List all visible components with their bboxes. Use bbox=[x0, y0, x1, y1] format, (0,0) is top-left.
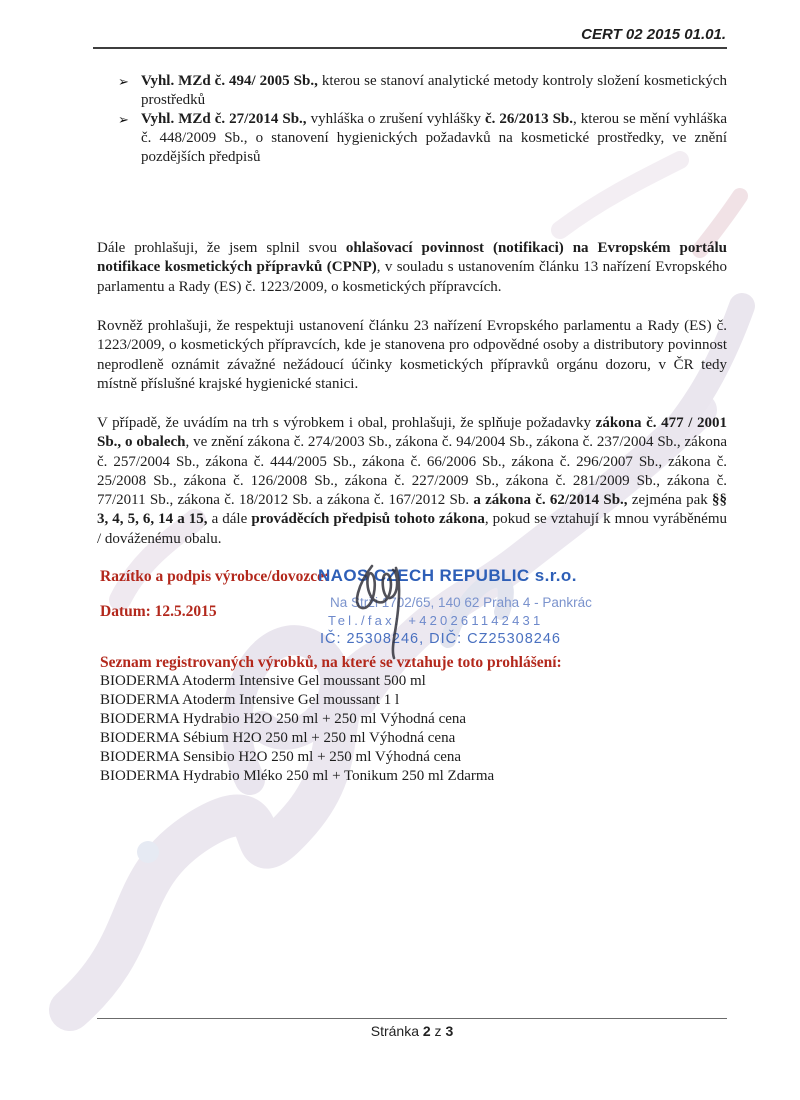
stamp-company-name: NAOS CZECH REPUBLIC s.r.o. bbox=[318, 566, 577, 585]
text-run: , ve znění zákona č. 274/2003 Sb., zákona č. 94/2004 Sb., zákona č. 237/2004 Sb., zákona č. 257/2004 Sb., zákona č. 444/2005 Sb., zákona č. 66/2006 Sb., zákona č. 296/2007 Sb., zákona č. 25/2008 Sb., zákona č. 126/2008 Sb., zákona č. 227/2009 Sb., zákona č. 281/2009 Sb., zákona č. 77/2011 Sb., zákona č. 18/2012 Sb. a zákona č. 167/2012 Sb. bbox=[97, 434, 727, 509]
stamp-registration-ids: IČ: 25308246, DIČ: CZ25308246 bbox=[320, 631, 561, 647]
stamp-signature-label: Razítko a podpis výrobce/dovozce: bbox=[100, 568, 330, 585]
stamp-address: Na Strži 1702/65, 140 62 Praha 4 - Pankrác bbox=[330, 595, 592, 610]
product-item: BIODERMA Sébium H2O 250 ml + 250 ml Výhodná cena bbox=[100, 730, 456, 746]
page-number-separator: z bbox=[430, 1023, 446, 1039]
product-item: BIODERMA Hydrabio H2O 250 ml + 250 ml Výhodná cena bbox=[100, 711, 467, 727]
page-number-prefix: Stránka bbox=[370, 1023, 423, 1039]
product-item: BIODERMA Sensibio H2O 250 ml + 250 ml Výhodná cena bbox=[100, 749, 462, 765]
bullet-arrow-icon: ➢ bbox=[118, 74, 129, 89]
product-item: BIODERMA Atoderm Intensive Gel moussant 1 l bbox=[100, 692, 400, 708]
decree-list bbox=[118, 72, 727, 167]
header-rule bbox=[93, 47, 727, 49]
text-run: V případě, že uvádím na trh s výrobkem i obal, prohlašuji, že splňuje požadavky bbox=[97, 415, 596, 431]
text-run-bold: Vyhl. MZd č. 27/2014 Sb., bbox=[141, 111, 307, 127]
text-run: vyhláška o zrušení vyhlášky bbox=[306, 111, 485, 127]
page-number bbox=[97, 1023, 727, 1039]
paragraph-packaging-law bbox=[97, 414, 727, 549]
text-run: Dále prohlašuji, že jsem splnil svou bbox=[97, 240, 346, 256]
paragraph-notification bbox=[97, 239, 727, 297]
document-code: CERT 02 2015 01.01. bbox=[581, 26, 726, 43]
text-run-bold: a zákona č. 62/2014 Sb., bbox=[473, 492, 628, 509]
page-number-total: 3 bbox=[445, 1023, 454, 1039]
text-run: , kterou se mění vyhláška č. 448/2009 Sb., o stanovení hygienických požadavků na kosmetické prostředky, ve znění pozdějších předpisů bbox=[141, 111, 727, 165]
text-run-bold: zákona č. 477 / 2001 Sb., o obalech bbox=[97, 415, 727, 451]
text-run: , pokud se vztahují k mnou vyráběnému / dováženému obalu. bbox=[97, 511, 728, 547]
text-run-bold: Vyhl. MZd č. 494/ 2005 Sb., bbox=[141, 73, 318, 89]
text-run: , v souladu s ustanovením článku 13 nařízení Evropského parlamentu a Rady (ES) č. 1223/2009, o kosmetických přípravcích. bbox=[97, 259, 727, 295]
decree-item bbox=[118, 72, 727, 110]
decree-item bbox=[118, 110, 727, 167]
text-run: Rovněž prohlašuji, že respektuji ustanovení článku 23 nařízení Evropského parlamentu a Rady (ES) č. 1223/2009, o kosmetických přípravcích, kde je stanovena pro odpovědné osoby a distributory povinnost neprodleně oznámit závažné nežádoucí účinky kosmetických přípravků orgánu dozoru, v ČR tedy místně příslušné krajské hygienické stanici. bbox=[97, 318, 727, 392]
product-item: BIODERMA Atoderm Intensive Gel moussant 500 ml bbox=[100, 673, 426, 689]
text-run-bold: ohlašovací povinnost (notifikaci) na Evropském portálu notifikace kosmetických přípravků (CPNP) bbox=[97, 240, 727, 276]
date-label: Datum: 12.5.2015 bbox=[100, 603, 217, 620]
text-run-bold: prováděcích předpisů tohoto zákona bbox=[251, 511, 485, 528]
page-number-current: 2 bbox=[422, 1023, 431, 1039]
text-run: zejména pak bbox=[627, 492, 712, 509]
text-run: kterou se stanoví analytické metody kontroly složení kosmetických prostředků bbox=[141, 73, 728, 108]
stamp-telfax: Tel./fax: +420261142431 bbox=[328, 613, 544, 628]
text-run-bold: §§ 3, 4, 5, 6, 14 a 15, bbox=[97, 492, 727, 528]
text-run: a dále bbox=[207, 511, 252, 528]
paragraph-article23 bbox=[97, 317, 727, 394]
products-heading: Seznam registrovaných výrobků, na které se vztahuje toto prohlášení: bbox=[100, 654, 562, 671]
text-run-bold: č. 26/2013 Sb. bbox=[484, 111, 574, 127]
footer-rule bbox=[97, 1018, 727, 1019]
bullet-arrow-icon: ➢ bbox=[118, 112, 129, 127]
product-item: BIODERMA Hydrabio Mléko 250 ml + Tonikum 250 ml Zdarma bbox=[100, 768, 495, 784]
